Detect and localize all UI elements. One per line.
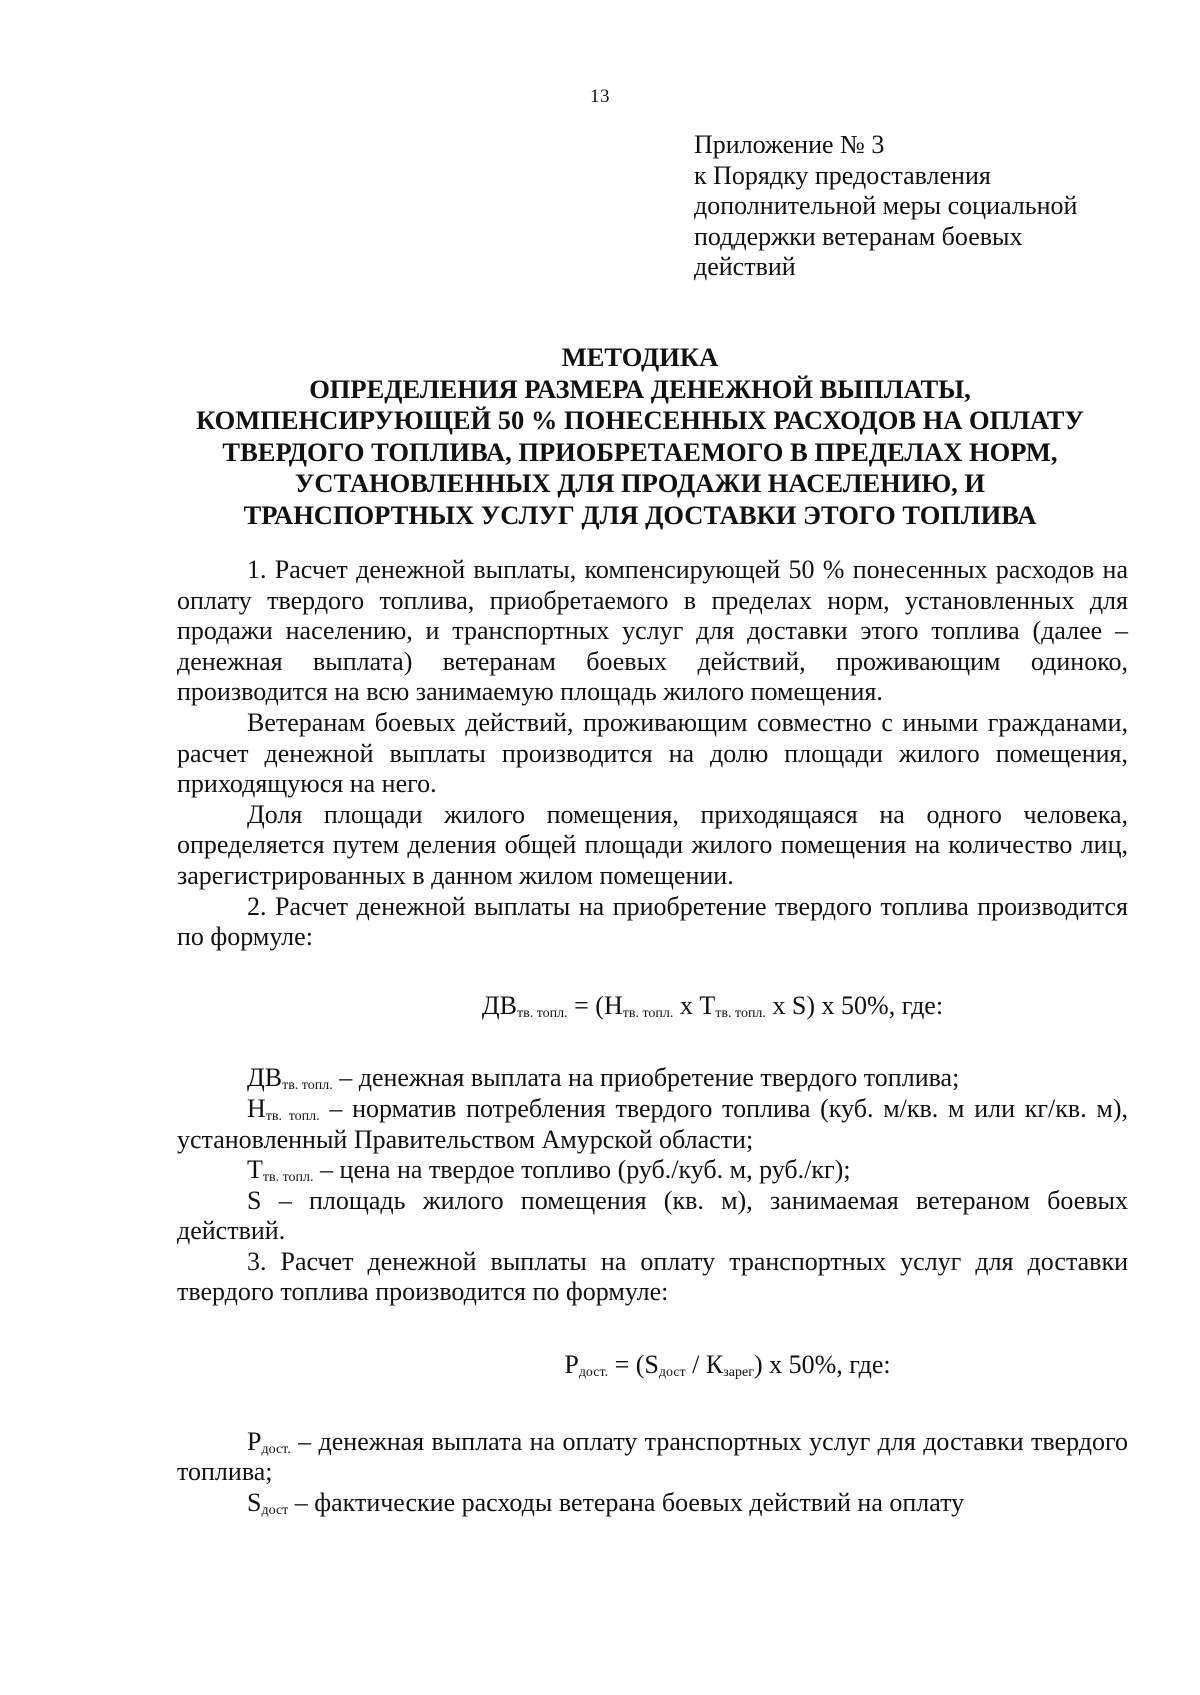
- definition-text: – денежная выплата на приобретение твердого топлива;: [332, 1063, 960, 1093]
- appendix-header: [694, 130, 1124, 283]
- formula-text: / К: [685, 1350, 724, 1380]
- definition-symbol: S: [247, 1185, 262, 1215]
- definition-text: – денежная выплата на оплату транспортных услуг для доставки твердого топлива;: [177, 1426, 1128, 1487]
- formula-symbol: Р: [564, 1350, 579, 1380]
- formula-text: = (S: [608, 1350, 659, 1380]
- definition-item: [177, 1155, 1128, 1186]
- formula-text: ) х 50%, где:: [753, 1350, 891, 1380]
- definition-text: – площадь жилого помещения (кв. м), занимаемая ветераном боевых действий.: [177, 1185, 1128, 1246]
- paragraph-5: 3. Расчет денежной выплаты на оплату транспортных услуг для доставки твердого топлива производится по формуле:: [177, 1246, 1128, 1307]
- definition-item: [177, 1094, 1128, 1155]
- definition-subscript: дост.: [261, 1441, 291, 1457]
- appendix-line: дополнительной меры социальной: [694, 191, 1078, 220]
- formula-subscript: зарег: [723, 1365, 754, 1381]
- title-line: ОПРЕДЕЛЕНИЯ РАЗМЕРА ДЕНЕЖНОЙ ВЫПЛАТЫ,: [309, 373, 971, 404]
- definition-item: [177, 1063, 1128, 1094]
- definition-item: [177, 1427, 1128, 1488]
- title-line: УСТАНОВЛЕННЫХ ДЛЯ ПРОДАЖИ НАСЕЛЕНИЮ, И: [294, 468, 986, 498]
- title-line: ТВЕРДОГО ТОПЛИВА, ПРИОБРЕТАЕМОГО В ПРЕДЕЛАХ НОРМ,: [222, 436, 1058, 467]
- definition-subscript: тв. топл.: [262, 1170, 314, 1186]
- document-body: [177, 555, 1128, 1518]
- title-line: КОМПЕНСИРУЮЩЕЙ 50 % ПОНЕСЕННЫХ РАСХОДОВ НА ОПЛАТУ: [196, 405, 1084, 435]
- definition-symbol: Р: [247, 1426, 262, 1456]
- definition-subscript: тв. топл.: [265, 1108, 320, 1124]
- formula-delivery: [177, 1350, 1128, 1381]
- formula-subscript: дост: [658, 1365, 686, 1381]
- paragraph-3: Доля площади жилого помещения, приходящаяся на одного человека, определяется путем деления общей площади жилого помещения на количество лиц, зарегистрированных в данном жилом помещении.: [177, 799, 1128, 890]
- definition-symbol: Т: [247, 1155, 263, 1185]
- definition-symbol: ДВ: [247, 1063, 283, 1093]
- definition-subscript: тв. топл.: [282, 1078, 333, 1094]
- page-number: 13: [590, 86, 610, 107]
- definition-item: [177, 1488, 1128, 1519]
- formula-subscript: тв. топл.: [622, 1005, 674, 1021]
- definition-text: – цена на твердое топливо (руб./куб. м, руб./кг);: [313, 1155, 851, 1185]
- formula-subscript: тв. топл.: [715, 1005, 766, 1021]
- formula-symbol: ДВ: [481, 990, 517, 1020]
- formula-text: х Т: [673, 990, 716, 1020]
- formula-solid-fuel: [177, 991, 1128, 1022]
- definition-symbol: S: [247, 1487, 262, 1517]
- definition-subscript: дост: [261, 1502, 289, 1518]
- formula-text: = (Н: [567, 990, 623, 1020]
- definition-symbol: Н: [247, 1093, 266, 1123]
- title-line: МЕТОДИКА: [561, 342, 719, 372]
- appendix-line: поддержки ветеранам боевых: [694, 221, 1023, 251]
- formula-subscript: тв. топл.: [517, 1005, 568, 1021]
- paragraph-1: 1. Расчет денежной выплаты, компенсирующей 50 % понесенных расходов на оплату твердого топлива, приобретаемого в пределах норм, установленных для продажи населению, и транспортных услуг для доставки этого топлива (далее – денежная выплата) ветеранам боевых действий, проживающим одиноко, производится на всю занимаемую площадь жилого помещения.: [177, 555, 1128, 707]
- appendix-line: действий: [694, 252, 796, 281]
- document-title: [150, 342, 1130, 531]
- appendix-line: Приложение № 3: [694, 130, 885, 159]
- definition-text: – фактические расходы ветерана боевых действий на оплату: [288, 1487, 965, 1517]
- definition-text: – норматив потребления твердого топлива (куб. м/кв. м или кг/кв. м), установленный Правительством Амурской области;: [177, 1093, 1128, 1154]
- formula-text: х S) х 50%, где:: [765, 990, 944, 1020]
- appendix-line: к Порядку предоставления: [694, 160, 991, 190]
- paragraph-4: 2. Расчет денежной выплаты на приобретение твердого топлива производится по формуле:: [177, 891, 1128, 952]
- paragraph-2: Ветеранам боевых действий, проживающим совместно с иными гражданами, расчет денежной выплаты производится на долю площади жилого помещения, приходящуюся на него.: [177, 707, 1128, 799]
- formula-subscript: дост.: [578, 1365, 609, 1381]
- definition-item: [177, 1186, 1128, 1247]
- title-line: ТРАНСПОРТНЫХ УСЛУГ ДЛЯ ДОСТАВКИ ЭТОГО ТОПЛИВА: [243, 499, 1037, 530]
